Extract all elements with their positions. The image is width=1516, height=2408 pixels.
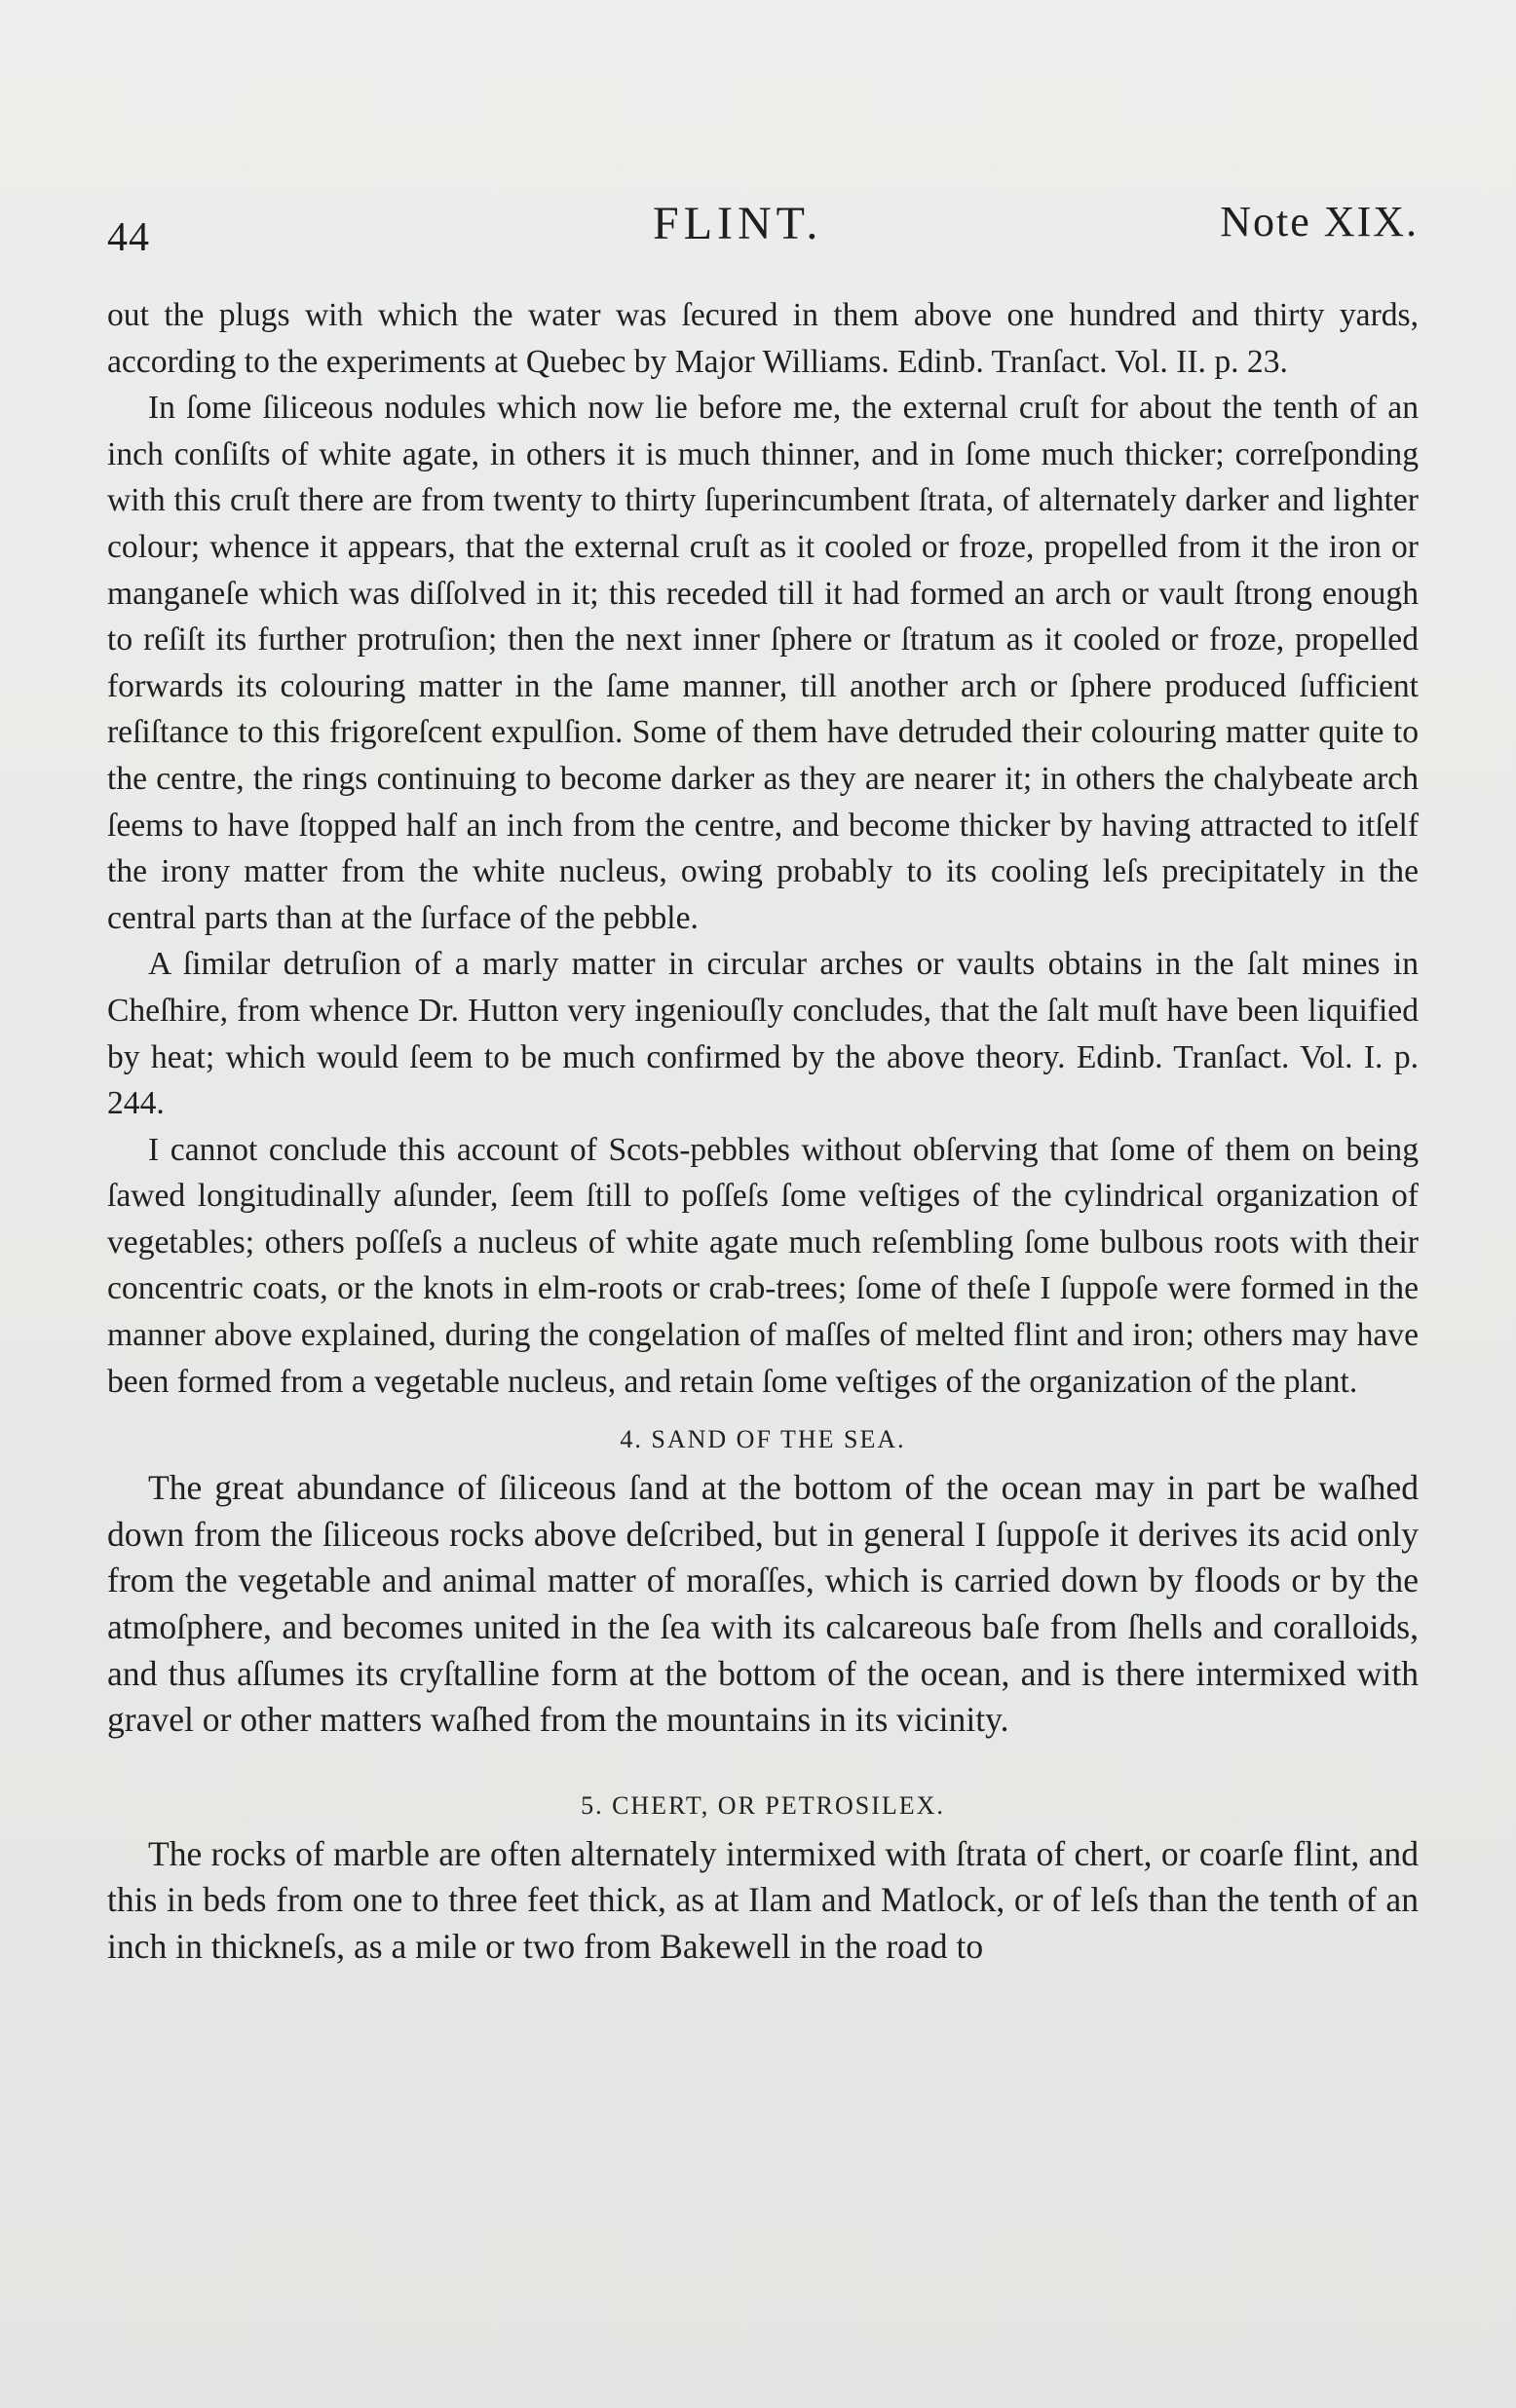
- section-heading-sand-of-the-sea: 4. SAND OF THE SEA.: [620, 1425, 906, 1454]
- paragraph-salt-mines: A ſimilar detruſion of a marly matter in circular arches or vaults obtains in the ſalt mines in Cheſhire, from whence Dr. Hutton very ingeniouſly concludes, that the ſalt muſt have been liquified by heat; which would ſeem to be much confirmed by the above theory. Edinb. Tranſact. Vol. I. p. 244.: [107, 946, 1419, 1122]
- running-title: FLINT.: [653, 198, 823, 249]
- page-header: [107, 195, 1419, 263]
- page-number: 44: [107, 215, 150, 260]
- paragraph-siliceous-nodules: In ſome ſiliceous nodules which now lie before me, the external cruſt for about the tenth of an inch conſiſts of white agate, in others it is much thinner, and in ſome much thicker; correſponding with this cruſt there are from twenty to thirty ſuperincumbent ſtrata, of alternately darker and lighter colour; whence it appears, that the external cruſt as it cooled or froze, propelled from it the iron or manganeſe which was diſſolved in it; this receded till it had formed an arch or vault ſtrong enough to reſiſt its further protruſion; then the next inner ſphere or ſtratum as it cooled or froze, propelled forwards its colouring matter in the ſame manner, till another arch or ſphere produced ſufficient reſiſtance to this frigoreſcent expulſion. Some of them have detruded their colouring matter quite to the centre, the rings continuing to become darker as they are nearer it; in others the chalybeate arch ſeems to have ſtopped half an inch from the centre, and become thicker by having attracted to itſelf the irony matter from the white nucleus, owing probably to its cooling leſs precipitately in the central parts than at the ſurface of the pebble.: [107, 390, 1419, 936]
- paragraph-chert: The rocks of marble are often alternately intermixed with ſtrata of chert, or coarſe flint, and this in beds from one to three feet thick, as at Ilam and Matlock, or of leſs than the tenth of an inch in thickneſs, as a mile or two from Bakewell in the road to: [107, 1833, 1419, 1966]
- paragraph-continued: out the plugs with which the water was ſecured in them above one hundred and thirty yards, according to the experiments at Quebec by Major Williams. Edinb. Tranſact. Vol. II. p. 23.: [107, 297, 1419, 380]
- note-label: Note XIX.: [1220, 198, 1419, 245]
- section-heading-chert: 5. CHERT, OR PETROSILEX.: [581, 1790, 945, 1820]
- paragraph-sand-of-the-sea: The great abundance of ſiliceous ſand at the bottom of the ocean may in part be waſhed down from the ſiliceous rocks above deſcribed, but in general I ſuppoſe it derives its acid only from the vegetable and animal matter of moraſſes, which is carried down by floods or by the atmoſphere, and becomes united in the ſea with its calcareous baſe from ſhells and coralloids, and thus aſſumes its cryſtalline form at the bottom of the ocean, and is there intermixed with gravel or other matters waſhed from the mountains in its vicinity.: [107, 1468, 1419, 1740]
- page-body: [107, 292, 1419, 1971]
- paragraph-scots-pebbles: I cannot conclude this account of Scots-pebbles without obſerving that ſome of them on being ſawed longitudinally aſunder, ſeem ſtill to poſſeſs ſome veſtiges of the cylindrical organization of vegetables; others poſſeſs a nucleus of white agate much reſembling ſome bulbous roots with their concentric coats, or the knots in elm-roots or crab-trees; ſome of theſe I ſuppoſe were formed in the manner above explained, during the congelation of maſſes of melted flint and iron; others may have been formed from a vegetable nucleus, and retain ſome veſtiges of the organization of the plant.: [107, 1131, 1419, 1400]
